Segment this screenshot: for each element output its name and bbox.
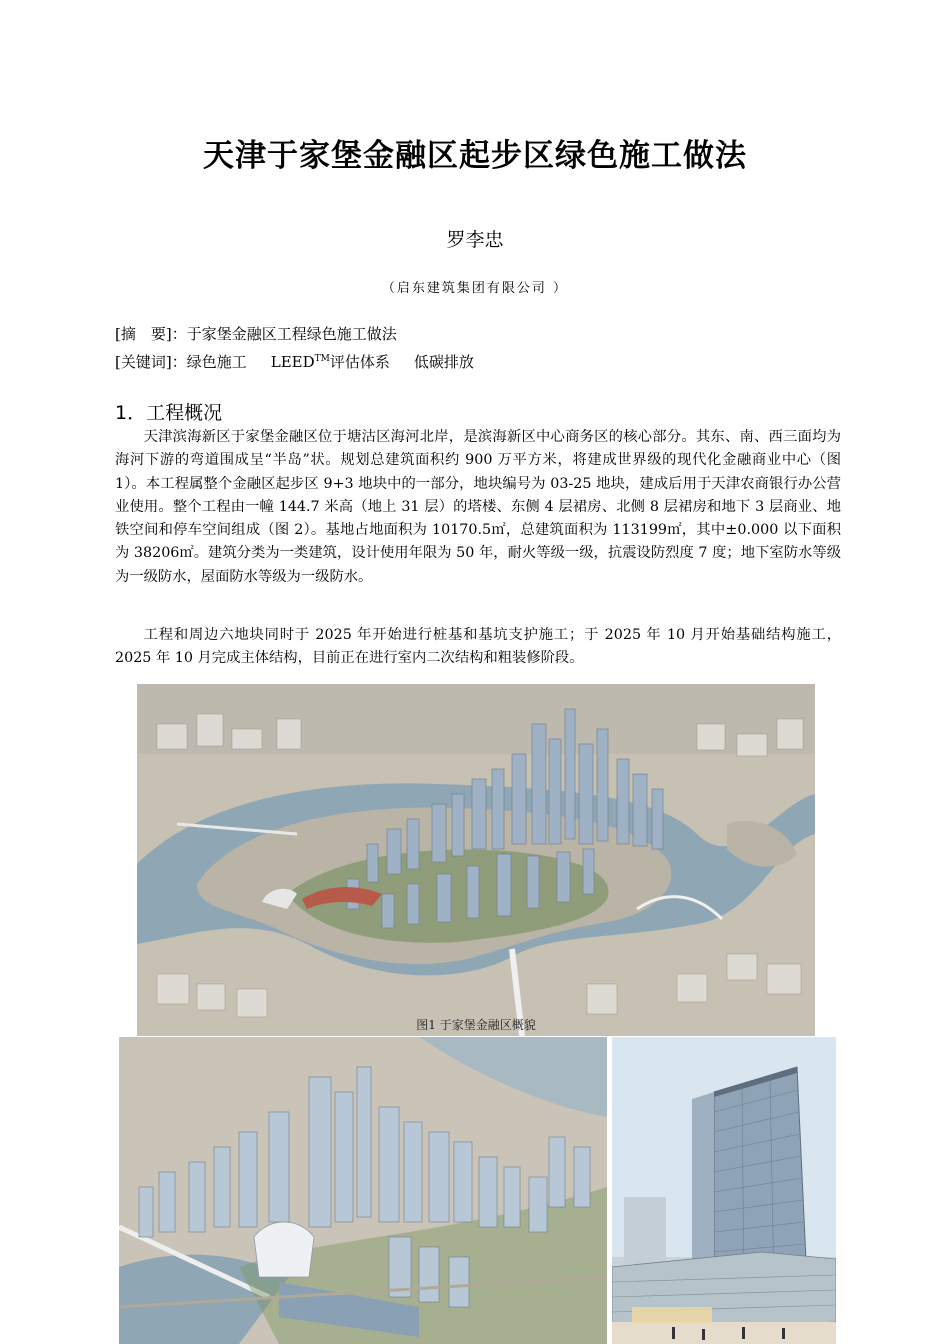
section-heading: 1．工程概况: [115, 402, 223, 424]
keywords-label: [关键词]：: [115, 353, 187, 371]
abstract-text: 于家堡金融区工程绿色施工做法: [186, 325, 397, 343]
abstract-line: [115, 324, 397, 344]
keyword-item: 低碳排放: [413, 353, 474, 371]
figure-aerial-overview: [137, 684, 815, 1036]
figure-tower-rendering: [612, 1037, 836, 1344]
author-name: 罗李忠: [446, 229, 504, 251]
figure-caption: 图1 于家堡金融区概貌: [416, 1018, 536, 1032]
keyword-item: 绿色施工: [186, 353, 247, 371]
author-affiliation: （启东建筑集团有限公司 ）: [381, 281, 569, 296]
body-paragraph: 天津滨海新区于家堡金融区位于塘沽区海河北岸，是滨海新区中心商务区的核心部分。其东、南、西三面均为海河下游的弯道围成呈“半岛”状。规划总建筑面积约 900 万平方米，将建成世界级的现代化金融商业中心（图 1）。本工程属整个金融区起步区 9+3 地块中的一部分，地块编号为 03-25 地块，建成后用于天津农商银行办公营业使用。整个工程由一幢 144.7 米高（地上 31 层）的塔楼、东侧 4 层裙房、北侧 8 层裙房和地下 3 层商业、地铁空间和停车空间组成（图 2）。基地占地面积为 10170.5㎡，总建筑面积为 113199㎡，其中±0.000 以下面积为 38206㎡。建筑分类为一类建筑，设计使用年限为 50 年，耐火等级一级，抗震设防烈度 7 度；地下室防水等级为一级防水，屋面防水等级为一级防水。: [115, 429, 841, 585]
trademark-mark: TM: [314, 354, 330, 364]
keyword-item: LEED: [270, 353, 315, 371]
keyword-item: 评估体系: [329, 353, 390, 371]
body-paragraph: 工程和周边六地块同时于 2025 年开始进行桩基和基坑支护施工；于 2025 年 10 月开始基础结构施工，2025 年 10 月完成主体结构，目前正在进行室内二次结构和粗装修阶段。: [115, 627, 841, 667]
abstract-label: [摘 要]：: [115, 325, 187, 343]
keywords-line: [115, 349, 474, 372]
figure-district-aerial: [119, 1037, 607, 1344]
page-title: 天津于家堡金融区起步区绿色施工做法: [203, 138, 747, 174]
